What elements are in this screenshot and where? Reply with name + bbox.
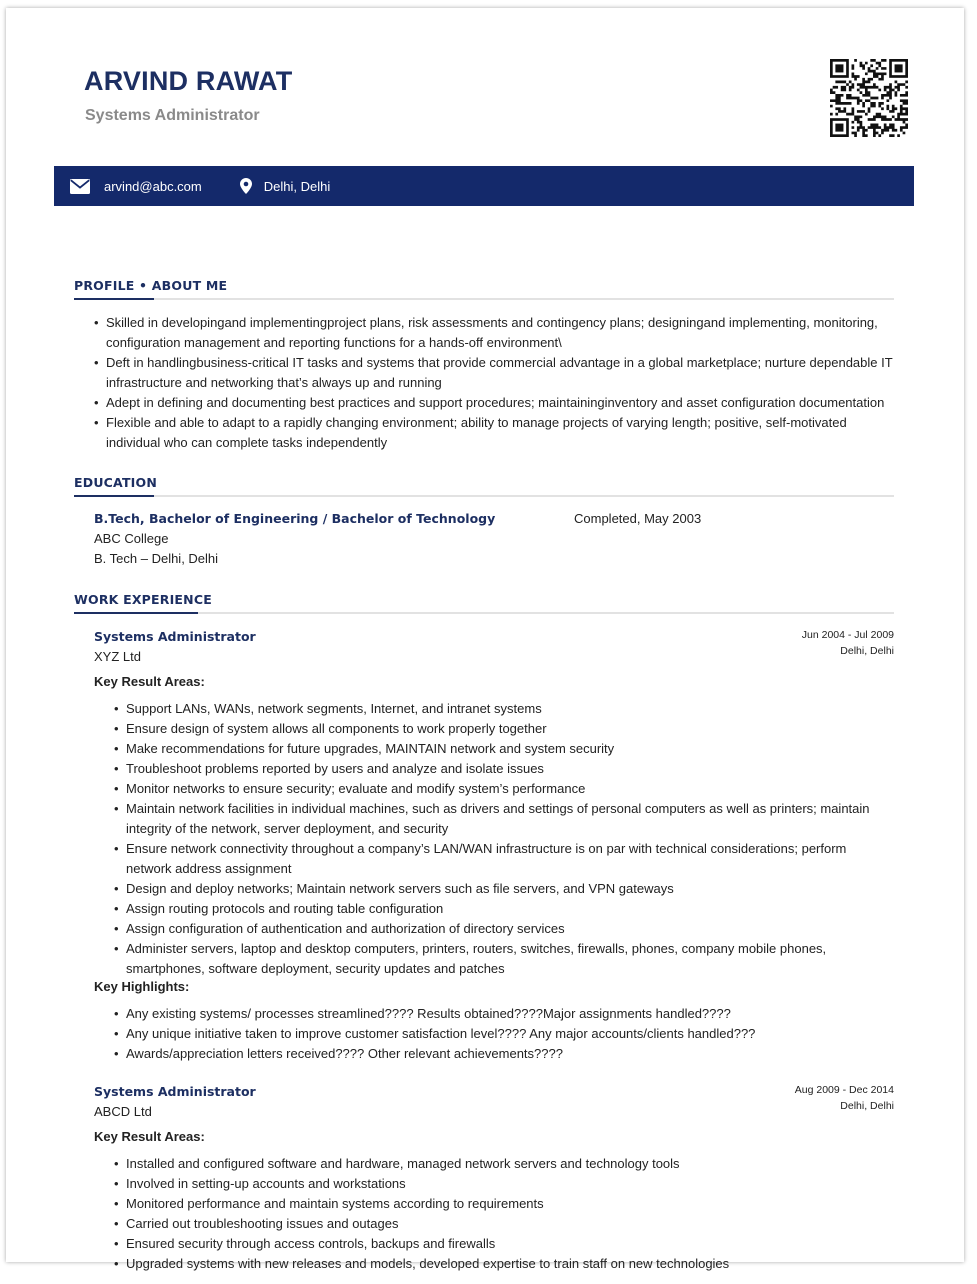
kra-item: • Maintain network facilities in individual machines, such as drivers and settings of personal computers as well as printers; maintain integrity of the network, server deployment, and security <box>114 799 884 839</box>
kra-item: • Assign configuration of authentication and authorization of directory services <box>114 919 884 939</box>
kra-item: • Assign routing protocols and routing table configuration <box>114 899 884 919</box>
kra-item: • Troubleshoot problems reported by users and analyze and isolate issues <box>114 759 884 779</box>
education-detail: B. Tech – Delhi, Delhi <box>94 551 219 566</box>
highlights-list <box>114 1004 884 1064</box>
job-title: Systems Administrator <box>94 1084 256 1099</box>
section-divider <box>74 612 894 614</box>
profile-item: • Skilled in developingand implementingproject plans, risk assessments and contingency plans; designingand implementing, monitoring, configuration management and reporting functions for a hands-off environment\ <box>94 313 894 353</box>
map-pin-icon <box>240 178 252 194</box>
education-heading: EDUCATION <box>74 475 158 490</box>
envelope-icon <box>70 179 90 194</box>
job-location: Delhi, Delhi <box>840 1100 894 1112</box>
job-entry <box>94 1084 894 1284</box>
kra-item: • Monitored performance and maintain systems according to requirements <box>114 1194 884 1214</box>
profile-section <box>74 278 894 450</box>
kra-item: • Upgraded systems with new releases and models, developed expertise to train staff on new technologies <box>114 1254 884 1274</box>
education-completed: Completed, May 2003 <box>574 511 702 526</box>
job-dates: Aug 2009 - Dec 2014 <box>794 1084 894 1096</box>
candidate-name: ARVIND RAWAT <box>84 66 293 96</box>
kra-item: • Ensure network connectivity throughout a company’s LAN/WAN infrastructure is on par with technical considerations; perform network address assignment <box>114 839 884 879</box>
highlight-item: • Awards/appreciation letters received???? Other relevant achievements???? <box>114 1044 884 1064</box>
resume-page <box>6 8 964 1271</box>
kra-item: • Carried out troubleshooting issues and outages <box>114 1214 884 1234</box>
job-entry <box>94 629 894 1059</box>
education-school: ABC College <box>94 531 169 546</box>
job-dates: Jun 2004 - Jul 2009 <box>801 629 894 641</box>
work-heading: WORK EXPERIENCE <box>74 592 212 607</box>
profile-item: • Adept in defining and documenting best practices and support procedures; maintaininginventory and asset configuration documentation <box>94 393 894 413</box>
email-text: arvind@abc.com <box>104 178 202 194</box>
highlights-label: Key Highlights: <box>94 979 190 994</box>
kra-item: • Involved in setting-up accounts and workstations <box>114 1174 884 1194</box>
section-divider <box>74 298 894 300</box>
kra-item: • Monitor networks to ensure security; evaluate and modify system’s performance <box>114 779 884 799</box>
contact-bar <box>54 166 914 206</box>
work-section <box>74 592 894 1271</box>
kra-label: Key Result Areas: <box>94 1129 205 1144</box>
kra-list <box>114 699 884 979</box>
candidate-title: Systems Administrator <box>85 107 260 124</box>
job-title: Systems Administrator <box>94 629 256 644</box>
location-text: Delhi, Delhi <box>263 178 331 194</box>
profile-list <box>94 313 894 453</box>
kra-item: • Ensured security through access controls, backups and firewalls <box>114 1234 884 1254</box>
highlight-item: • Any existing systems/ processes streamlined???? Results obtained????Major assignments handled???? <box>114 1004 884 1024</box>
education-degree: B.Tech, Bachelor of Engineering / Bachelor of Technology <box>94 511 496 526</box>
profile-item: • Deft in handlingbusiness-critical IT tasks and systems that provide commercial advantage in a global marketplace; nurture dependable IT infrastructure and networking that’s always up and running <box>94 353 894 393</box>
kra-item: • Installed and configured software and hardware, managed network servers and technology tools <box>114 1154 884 1174</box>
profile-item: • Flexible and able to adapt to a rapidly changing environment; ability to manage projects of varying length; positive, self-motivated individual who can complete tasks independently <box>94 413 894 453</box>
contact-location <box>240 178 330 194</box>
section-divider <box>74 495 894 497</box>
kra-item: • Make recommendations for future upgrades, MAINTAIN network and system security <box>114 739 884 759</box>
qr-code-icon <box>830 59 908 137</box>
highlight-item: • Any unique initiative taken to improve customer satisfaction level???? Any major accounts/clients handled??? <box>114 1024 884 1044</box>
job-company: XYZ Ltd <box>94 649 141 664</box>
profile-heading: PROFILE • ABOUT ME <box>74 278 228 293</box>
education-section <box>74 475 894 575</box>
kra-item: • Administer servers, laptop and desktop computers, printers, routers, switches, firewalls, phones, company mobile phones, smartphones, software deployment, security updates and patches <box>114 939 884 979</box>
kra-item: • Design and deploy networks; Maintain network servers such as file servers, and VPN gateways <box>114 879 884 899</box>
kra-label: Key Result Areas: <box>94 674 205 689</box>
kra-list <box>114 1154 884 1274</box>
kra-item: • Ensure design of system allows all components to work properly together <box>114 719 884 739</box>
job-location: Delhi, Delhi <box>840 645 894 657</box>
kra-item: • Support LANs, WANs, network segments, Internet, and intranet systems <box>114 699 884 719</box>
job-company: ABCD Ltd <box>94 1104 152 1119</box>
contact-email[interactable] <box>70 179 202 194</box>
